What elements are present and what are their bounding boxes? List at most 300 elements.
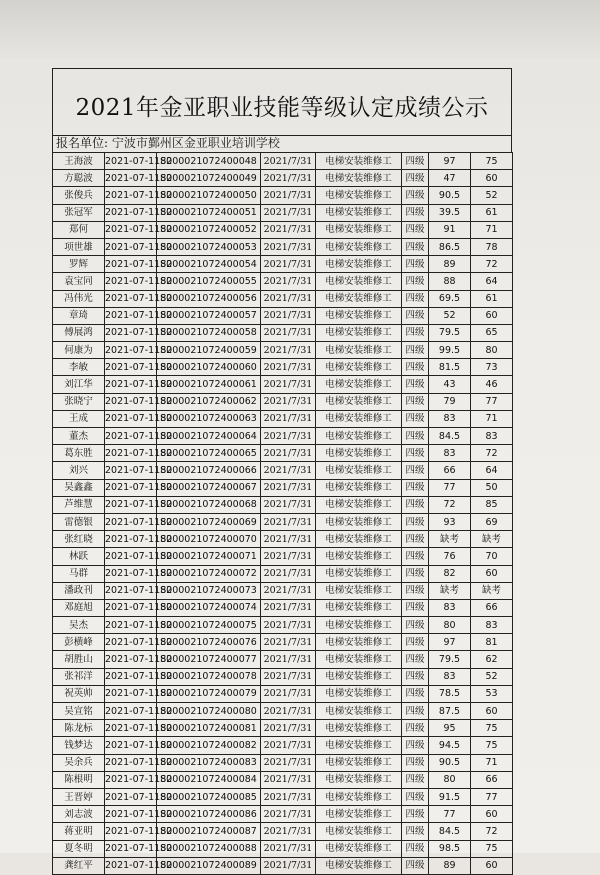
exam-date-cell: 2021/7/31 <box>261 170 316 187</box>
certificate-id-cell: S000021072400059 <box>157 342 261 359</box>
occupation-cell: 电梯安装维修工 <box>316 703 402 720</box>
certificate-id-cell: S000021072400066 <box>157 462 261 479</box>
exam-date-cell: 2021/7/31 <box>261 582 316 599</box>
registration-date-cell: 2021-07-1182 <box>105 204 157 221</box>
skill-level-cell: 四级 <box>402 857 429 874</box>
practical-score-cell: 80 <box>471 342 513 359</box>
occupation-cell: 电梯安装维修工 <box>316 840 402 857</box>
theory-score-cell: 66 <box>429 462 471 479</box>
table-row <box>53 582 513 599</box>
occupation-cell: 电梯安装维修工 <box>316 788 402 805</box>
table-row <box>53 857 513 874</box>
theory-score-cell: 79.5 <box>429 651 471 668</box>
theory-score-cell: 缺考 <box>429 582 471 599</box>
skill-level-cell: 四级 <box>402 204 429 221</box>
certificate-id-cell: S000021072400080 <box>157 703 261 720</box>
certificate-id-cell: S000021072400053 <box>157 238 261 255</box>
skill-level-cell: 四级 <box>402 342 429 359</box>
registration-date-cell: 2021-07-1182 <box>105 548 157 565</box>
occupation-cell: 电梯安装维修工 <box>316 342 402 359</box>
exam-date-cell: 2021/7/31 <box>261 823 316 840</box>
skill-level-cell: 四级 <box>402 410 429 427</box>
theory-score-cell: 72 <box>429 496 471 513</box>
table-row <box>53 651 513 668</box>
practical-score-cell: 60 <box>471 806 513 823</box>
certificate-id-cell: S000021072400060 <box>157 359 261 376</box>
candidate-name-cell: 张晓宁 <box>53 393 105 410</box>
practical-score-cell: 83 <box>471 617 513 634</box>
unit-value: 宁波市鄞州区金亚职业培训学校 <box>111 136 280 150</box>
table-row <box>53 445 513 462</box>
candidate-name-cell: 蒋亚明 <box>53 823 105 840</box>
candidate-name-cell: 吴鑫鑫 <box>53 479 105 496</box>
table-row <box>53 599 513 616</box>
candidate-name-cell: 张冠军 <box>53 204 105 221</box>
exam-date-cell: 2021/7/31 <box>261 462 316 479</box>
certificate-id-cell: S000021072400071 <box>157 548 261 565</box>
theory-score-cell: 90.5 <box>429 187 471 204</box>
skill-level-cell: 四级 <box>402 256 429 273</box>
registration-date-cell: 2021-07-1182 <box>105 479 157 496</box>
practical-score-cell: 75 <box>471 153 513 170</box>
occupation-cell: 电梯安装维修工 <box>316 221 402 238</box>
practical-score-cell: 83 <box>471 428 513 445</box>
skill-level-cell: 四级 <box>402 565 429 582</box>
certificate-id-cell: S000021072400054 <box>157 256 261 273</box>
theory-score-cell: 84.5 <box>429 428 471 445</box>
practical-score-cell: 75 <box>471 840 513 857</box>
practical-score-cell: 缺考 <box>471 531 513 548</box>
table-row <box>53 771 513 788</box>
practical-score-cell: 75 <box>471 720 513 737</box>
occupation-cell: 电梯安装维修工 <box>316 273 402 290</box>
certificate-id-cell: S000021072400083 <box>157 754 261 771</box>
certificate-id-cell: S000021072400067 <box>157 479 261 496</box>
practical-score-cell: 85 <box>471 496 513 513</box>
registration-date-cell: 2021-07-1182 <box>105 290 157 307</box>
table-row <box>53 359 513 376</box>
theory-score-cell: 52 <box>429 307 471 324</box>
table-row <box>53 273 513 290</box>
theory-score-cell: 83 <box>429 445 471 462</box>
table-row <box>53 170 513 187</box>
registration-date-cell: 2021-07-1182 <box>105 720 157 737</box>
theory-score-cell: 97 <box>429 153 471 170</box>
exam-date-cell: 2021/7/31 <box>261 548 316 565</box>
practical-score-cell: 60 <box>471 170 513 187</box>
candidate-name-cell: 王晋婷 <box>53 788 105 805</box>
certificate-id-cell: S000021072400063 <box>157 410 261 427</box>
certificate-id-cell: S000021072400056 <box>157 290 261 307</box>
candidate-name-cell: 龚红平 <box>53 857 105 874</box>
practical-score-cell: 77 <box>471 788 513 805</box>
registration-date-cell: 2021-07-1182 <box>105 170 157 187</box>
occupation-cell: 电梯安装维修工 <box>316 617 402 634</box>
theory-score-cell: 98.5 <box>429 840 471 857</box>
table-row <box>53 634 513 651</box>
skill-level-cell: 四级 <box>402 788 429 805</box>
skill-level-cell: 四级 <box>402 737 429 754</box>
candidate-name-cell: 夏冬明 <box>53 840 105 857</box>
certificate-id-cell: S000021072400055 <box>157 273 261 290</box>
theory-score-cell: 80 <box>429 771 471 788</box>
table-row <box>53 840 513 857</box>
unit-label: 报名单位: <box>56 136 109 150</box>
practical-score-cell: 60 <box>471 565 513 582</box>
practical-score-cell: 73 <box>471 359 513 376</box>
candidate-name-cell: 林跃 <box>53 548 105 565</box>
skill-level-cell: 四级 <box>402 324 429 341</box>
registration-date-cell: 2021-07-1182 <box>105 221 157 238</box>
practical-score-cell: 71 <box>471 410 513 427</box>
exam-date-cell: 2021/7/31 <box>261 806 316 823</box>
skill-level-cell: 四级 <box>402 634 429 651</box>
table-row <box>53 737 513 754</box>
registration-date-cell: 2021-07-1182 <box>105 634 157 651</box>
theory-score-cell: 90.5 <box>429 754 471 771</box>
skill-level-cell: 四级 <box>402 359 429 376</box>
registration-date-cell: 2021-07-1182 <box>105 359 157 376</box>
occupation-cell: 电梯安装维修工 <box>316 531 402 548</box>
table-row <box>53 668 513 685</box>
practical-score-cell: 52 <box>471 668 513 685</box>
exam-date-cell: 2021/7/31 <box>261 393 316 410</box>
skill-level-cell: 四级 <box>402 840 429 857</box>
occupation-cell: 电梯安装维修工 <box>316 445 402 462</box>
occupation-cell: 电梯安装维修工 <box>316 307 402 324</box>
practical-score-cell: 65 <box>471 324 513 341</box>
registration-date-cell: 2021-07-1182 <box>105 462 157 479</box>
candidate-name-cell: 罗辉 <box>53 256 105 273</box>
skill-level-cell: 四级 <box>402 496 429 513</box>
exam-date-cell: 2021/7/31 <box>261 703 316 720</box>
practical-score-cell: 66 <box>471 771 513 788</box>
exam-date-cell: 2021/7/31 <box>261 153 316 170</box>
exam-date-cell: 2021/7/31 <box>261 324 316 341</box>
practical-score-cell: 72 <box>471 823 513 840</box>
certificate-id-cell: S000021072400087 <box>157 823 261 840</box>
registration-date-cell: 2021-07-1182 <box>105 651 157 668</box>
table-row <box>53 685 513 702</box>
skill-level-cell: 四级 <box>402 806 429 823</box>
theory-score-cell: 87.5 <box>429 703 471 720</box>
skill-level-cell: 四级 <box>402 170 429 187</box>
exam-date-cell: 2021/7/31 <box>261 496 316 513</box>
exam-date-cell: 2021/7/31 <box>261 754 316 771</box>
theory-score-cell: 77 <box>429 479 471 496</box>
registration-date-cell: 2021-07-1182 <box>105 428 157 445</box>
skill-level-cell: 四级 <box>402 599 429 616</box>
page-title: 2021年金亚职业技能等级认定成绩公示 <box>75 95 489 121</box>
theory-score-cell: 47 <box>429 170 471 187</box>
occupation-cell: 电梯安装维修工 <box>316 324 402 341</box>
occupation-cell: 电梯安装维修工 <box>316 393 402 410</box>
occupation-cell: 电梯安装维修工 <box>316 170 402 187</box>
theory-score-cell: 79.5 <box>429 324 471 341</box>
occupation-cell: 电梯安装维修工 <box>316 548 402 565</box>
skill-level-cell: 四级 <box>402 720 429 737</box>
certificate-id-cell: S000021072400073 <box>157 582 261 599</box>
certificate-id-cell: S000021072400072 <box>157 565 261 582</box>
exam-date-cell: 2021/7/31 <box>261 273 316 290</box>
occupation-cell: 电梯安装维修工 <box>316 806 402 823</box>
practical-score-cell: 71 <box>471 754 513 771</box>
practical-score-cell: 52 <box>471 187 513 204</box>
table-row <box>53 548 513 565</box>
registration-unit-row <box>52 135 512 152</box>
table-row <box>53 806 513 823</box>
skill-level-cell: 四级 <box>402 428 429 445</box>
theory-score-cell: 91.5 <box>429 788 471 805</box>
candidate-name-cell: 潘政刊 <box>53 582 105 599</box>
candidate-name-cell: 章琦 <box>53 307 105 324</box>
table-row <box>53 531 513 548</box>
candidate-name-cell: 陈根明 <box>53 771 105 788</box>
occupation-cell: 电梯安装维修工 <box>316 376 402 393</box>
registration-date-cell: 2021-07-1182 <box>105 771 157 788</box>
certificate-id-cell: S000021072400070 <box>157 531 261 548</box>
skill-level-cell: 四级 <box>402 307 429 324</box>
theory-score-cell: 95 <box>429 720 471 737</box>
occupation-cell: 电梯安装维修工 <box>316 582 402 599</box>
skill-level-cell: 四级 <box>402 445 429 462</box>
registration-date-cell: 2021-07-1182 <box>105 599 157 616</box>
exam-date-cell: 2021/7/31 <box>261 376 316 393</box>
registration-date-cell: 2021-07-1182 <box>105 617 157 634</box>
practical-score-cell: 60 <box>471 857 513 874</box>
certificate-id-cell: S000021072400050 <box>157 187 261 204</box>
practical-score-cell: 69 <box>471 513 513 530</box>
exam-date-cell: 2021/7/31 <box>261 342 316 359</box>
candidate-name-cell: 马群 <box>53 565 105 582</box>
occupation-cell: 电梯安装维修工 <box>316 359 402 376</box>
exam-date-cell: 2021/7/31 <box>261 513 316 530</box>
registration-date-cell: 2021-07-1182 <box>105 307 157 324</box>
exam-date-cell: 2021/7/31 <box>261 410 316 427</box>
registration-date-cell: 2021-07-1182 <box>105 840 157 857</box>
theory-score-cell: 79 <box>429 393 471 410</box>
exam-date-cell: 2021/7/31 <box>261 840 316 857</box>
candidate-name-cell: 胡胜山 <box>53 651 105 668</box>
occupation-cell: 电梯安装维修工 <box>316 290 402 307</box>
results-table <box>52 152 513 875</box>
certificate-id-cell: S000021072400069 <box>157 513 261 530</box>
certificate-id-cell: S000021072400079 <box>157 685 261 702</box>
exam-date-cell: 2021/7/31 <box>261 290 316 307</box>
occupation-cell: 电梯安装维修工 <box>316 256 402 273</box>
skill-level-cell: 四级 <box>402 153 429 170</box>
candidate-name-cell: 祝英帅 <box>53 685 105 702</box>
table-row <box>53 513 513 530</box>
table-row <box>53 204 513 221</box>
exam-date-cell: 2021/7/31 <box>261 238 316 255</box>
practical-score-cell: 72 <box>471 256 513 273</box>
certificate-id-cell: S000021072400051 <box>157 204 261 221</box>
scan-shadow <box>0 0 600 60</box>
exam-date-cell: 2021/7/31 <box>261 359 316 376</box>
candidate-name-cell: 刘江华 <box>53 376 105 393</box>
certificate-id-cell: S000021072400062 <box>157 393 261 410</box>
certificate-id-cell: S000021072400064 <box>157 428 261 445</box>
exam-date-cell: 2021/7/31 <box>261 617 316 634</box>
certificate-id-cell: S000021072400075 <box>157 617 261 634</box>
skill-level-cell: 四级 <box>402 668 429 685</box>
certificate-id-cell: S000021072400089 <box>157 857 261 874</box>
practical-score-cell: 77 <box>471 393 513 410</box>
results-table-body <box>53 153 513 875</box>
exam-date-cell: 2021/7/31 <box>261 565 316 582</box>
skill-level-cell: 四级 <box>402 582 429 599</box>
table-row <box>53 342 513 359</box>
registration-date-cell: 2021-07-1182 <box>105 788 157 805</box>
practical-score-cell: 64 <box>471 273 513 290</box>
candidate-name-cell: 王海波 <box>53 153 105 170</box>
candidate-name-cell: 张祁洋 <box>53 668 105 685</box>
occupation-cell: 电梯安装维修工 <box>316 462 402 479</box>
exam-date-cell: 2021/7/31 <box>261 428 316 445</box>
occupation-cell: 电梯安装维修工 <box>316 668 402 685</box>
practical-score-cell: 66 <box>471 599 513 616</box>
registration-date-cell: 2021-07-1182 <box>105 273 157 290</box>
occupation-cell: 电梯安装维修工 <box>316 651 402 668</box>
practical-score-cell: 70 <box>471 548 513 565</box>
skill-level-cell: 四级 <box>402 703 429 720</box>
practical-score-cell: 81 <box>471 634 513 651</box>
registration-date-cell: 2021-07-1182 <box>105 531 157 548</box>
skill-level-cell: 四级 <box>402 238 429 255</box>
theory-score-cell: 93 <box>429 513 471 530</box>
certificate-id-cell: S000021072400049 <box>157 170 261 187</box>
exam-date-cell: 2021/7/31 <box>261 857 316 874</box>
table-row <box>53 376 513 393</box>
registration-date-cell: 2021-07-1182 <box>105 342 157 359</box>
occupation-cell: 电梯安装维修工 <box>316 513 402 530</box>
practical-score-cell: 61 <box>471 204 513 221</box>
skill-level-cell: 四级 <box>402 651 429 668</box>
skill-level-cell: 四级 <box>402 187 429 204</box>
registration-date-cell: 2021-07-1182 <box>105 737 157 754</box>
registration-date-cell: 2021-07-1182 <box>105 754 157 771</box>
skill-level-cell: 四级 <box>402 479 429 496</box>
candidate-name-cell: 李敏 <box>53 359 105 376</box>
occupation-cell: 电梯安装维修工 <box>316 479 402 496</box>
theory-score-cell: 83 <box>429 599 471 616</box>
candidate-name-cell: 陈龙标 <box>53 720 105 737</box>
practical-score-cell: 60 <box>471 307 513 324</box>
exam-date-cell: 2021/7/31 <box>261 204 316 221</box>
theory-score-cell: 89 <box>429 256 471 273</box>
exam-date-cell: 2021/7/31 <box>261 599 316 616</box>
occupation-cell: 电梯安装维修工 <box>316 238 402 255</box>
occupation-cell: 电梯安装维修工 <box>316 153 402 170</box>
practical-score-cell: 72 <box>471 445 513 462</box>
skill-level-cell: 四级 <box>402 273 429 290</box>
candidate-name-cell: 芦维慧 <box>53 496 105 513</box>
candidate-name-cell: 项世雄 <box>53 238 105 255</box>
candidate-name-cell: 何康为 <box>53 342 105 359</box>
candidate-name-cell: 张红晓 <box>53 531 105 548</box>
exam-date-cell: 2021/7/31 <box>261 737 316 754</box>
candidate-name-cell: 葛东胜 <box>53 445 105 462</box>
skill-level-cell: 四级 <box>402 617 429 634</box>
occupation-cell: 电梯安装维修工 <box>316 634 402 651</box>
theory-score-cell: 77 <box>429 806 471 823</box>
theory-score-cell: 94.5 <box>429 737 471 754</box>
table-row <box>53 479 513 496</box>
certificate-id-cell: S000021072400088 <box>157 840 261 857</box>
certificate-id-cell: S000021072400082 <box>157 737 261 754</box>
table-row <box>53 290 513 307</box>
table-row <box>53 393 513 410</box>
candidate-name-cell: 邓庭旭 <box>53 599 105 616</box>
table-row <box>53 256 513 273</box>
candidate-name-cell: 彭横峰 <box>53 634 105 651</box>
candidate-name-cell: 吴宣铭 <box>53 703 105 720</box>
occupation-cell: 电梯安装维修工 <box>316 204 402 221</box>
practical-score-cell: 71 <box>471 221 513 238</box>
candidate-name-cell: 张俊兵 <box>53 187 105 204</box>
practical-score-cell: 缺考 <box>471 582 513 599</box>
skill-level-cell: 四级 <box>402 393 429 410</box>
exam-date-cell: 2021/7/31 <box>261 788 316 805</box>
theory-score-cell: 43 <box>429 376 471 393</box>
occupation-cell: 电梯安装维修工 <box>316 187 402 204</box>
occupation-cell: 电梯安装维修工 <box>316 410 402 427</box>
theory-score-cell: 97 <box>429 634 471 651</box>
candidate-name-cell: 吴余兵 <box>53 754 105 771</box>
theory-score-cell: 89 <box>429 857 471 874</box>
registration-date-cell: 2021-07-1182 <box>105 806 157 823</box>
theory-score-cell: 39.5 <box>429 204 471 221</box>
exam-date-cell: 2021/7/31 <box>261 531 316 548</box>
candidate-name-cell: 刘志波 <box>53 806 105 823</box>
exam-date-cell: 2021/7/31 <box>261 445 316 462</box>
occupation-cell: 电梯安装维修工 <box>316 496 402 513</box>
certificate-id-cell: S000021072400084 <box>157 771 261 788</box>
theory-score-cell: 84.5 <box>429 823 471 840</box>
theory-score-cell: 80 <box>429 617 471 634</box>
candidate-name-cell: 袁宝同 <box>53 273 105 290</box>
registration-date-cell: 2021-07-1182 <box>105 410 157 427</box>
registration-date-cell: 2021-07-1182 <box>105 324 157 341</box>
candidate-name-cell: 雷德银 <box>53 513 105 530</box>
practical-score-cell: 78 <box>471 238 513 255</box>
certificate-id-cell: S000021072400081 <box>157 720 261 737</box>
practical-score-cell: 62 <box>471 651 513 668</box>
candidate-name-cell: 董杰 <box>53 428 105 445</box>
table-row <box>53 324 513 341</box>
registration-date-cell: 2021-07-1182 <box>105 376 157 393</box>
exam-date-cell: 2021/7/31 <box>261 720 316 737</box>
practical-score-cell: 60 <box>471 703 513 720</box>
table-row <box>53 565 513 582</box>
theory-score-cell: 82 <box>429 565 471 582</box>
theory-score-cell: 缺考 <box>429 531 471 548</box>
registration-date-cell: 2021-07-1182 <box>105 668 157 685</box>
registration-date-cell: 2021-07-1182 <box>105 153 157 170</box>
table-row <box>53 410 513 427</box>
exam-date-cell: 2021/7/31 <box>261 771 316 788</box>
occupation-cell: 电梯安装维修工 <box>316 599 402 616</box>
certificate-id-cell: S000021072400076 <box>157 634 261 651</box>
skill-level-cell: 四级 <box>402 754 429 771</box>
theory-score-cell: 81.5 <box>429 359 471 376</box>
table-row <box>53 238 513 255</box>
practical-score-cell: 61 <box>471 290 513 307</box>
table-row <box>53 462 513 479</box>
practical-score-cell: 50 <box>471 479 513 496</box>
candidate-name-cell: 刘兴 <box>53 462 105 479</box>
